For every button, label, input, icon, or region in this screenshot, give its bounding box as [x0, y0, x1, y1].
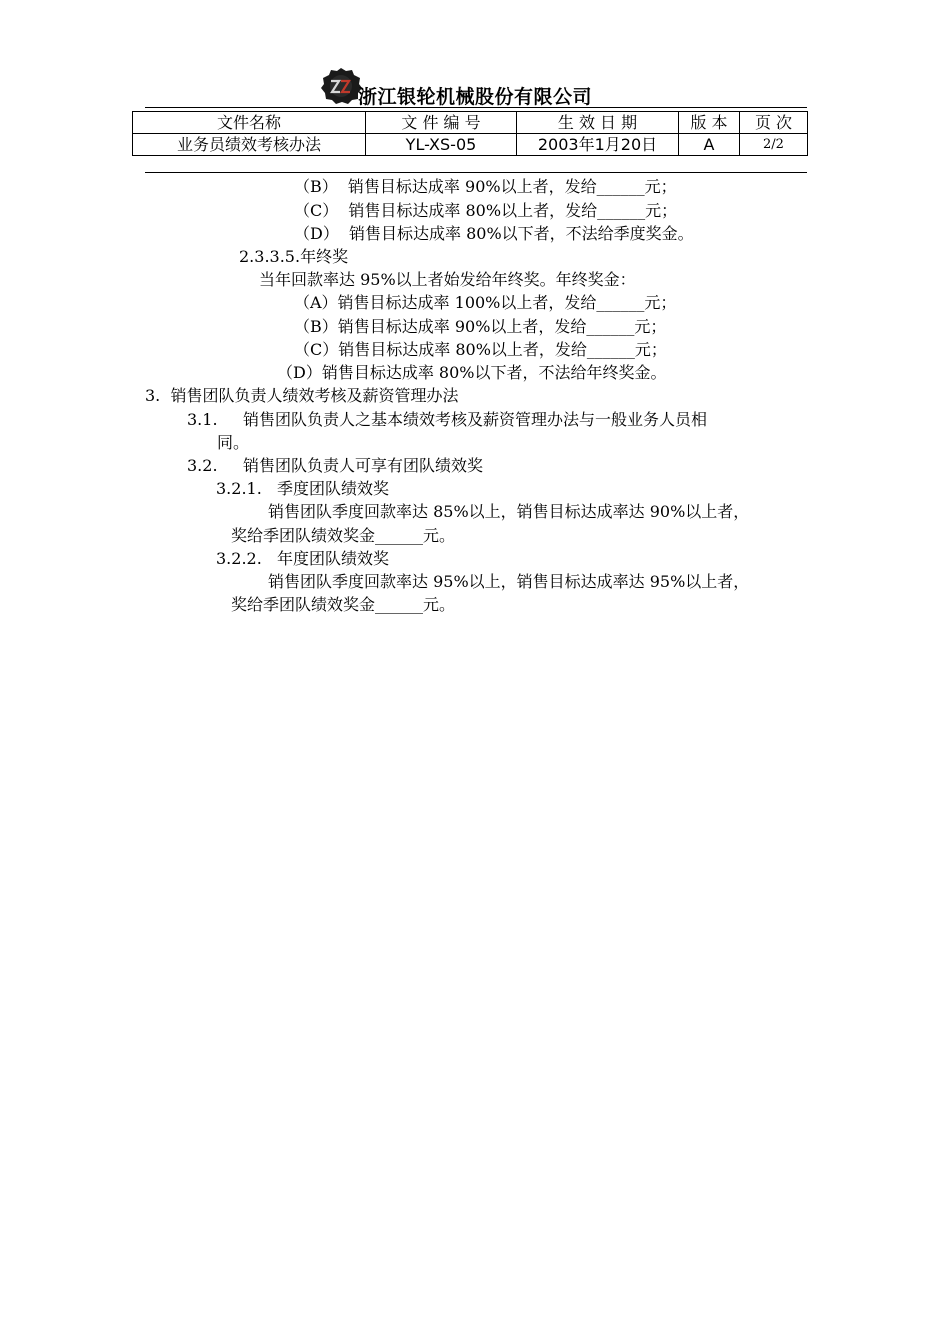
- text-line: 奖给季团队绩效奖金______元。: [231, 526, 456, 545]
- company-name: 浙江银轮机械股份有限公司: [357, 86, 592, 108]
- text-line: 销售团队季度回款率达 85%以上，销售目标达成率达 90%以上者，: [268, 502, 750, 521]
- label-page: 页 次: [740, 112, 808, 134]
- label-version: 版 本: [679, 112, 740, 134]
- value-version: A: [679, 134, 740, 156]
- section-heading: 3.2. 销售团队负责人可享有团队绩效奖: [187, 456, 483, 475]
- text-line: （B） 销售目标达成率 90%以上者，发给______元；: [294, 177, 677, 196]
- text-line: 销售团队季度回款率达 95%以上，销售目标达成率达 95%以上者，: [268, 572, 750, 591]
- text-line: （D） 销售目标达成率 80%以下者，不法给季度奖金。: [294, 224, 694, 243]
- header-bottom-rule: [145, 172, 807, 173]
- section-heading: 2.3.3.5.年终奖: [239, 247, 349, 266]
- text-line: 奖给季团队绩效奖金______元。: [231, 595, 456, 614]
- label-file-code: 文 件 编 号: [366, 112, 517, 134]
- text-line: （C）销售目标达成率 80%以上者，发给______元；: [294, 340, 667, 359]
- section-heading: 3.2.2. 年度团队绩效奖: [216, 549, 390, 568]
- value-file-name: 业务员绩效考核办法: [133, 134, 366, 156]
- value-file-code: YL-XS-05: [366, 134, 517, 156]
- section-heading: 3. 销售团队负责人绩效考核及薪资管理办法: [145, 386, 459, 405]
- text-line: （D）销售目标达成率 80%以下者，不法给年终奖金。: [277, 363, 667, 382]
- text-line: 3.1. 销售团队负责人之基本绩效考核及薪资管理办法与一般业务人员相: [187, 410, 707, 429]
- value-page: 2/2: [740, 134, 808, 156]
- header-value-row: [133, 134, 808, 156]
- header-label-row: [133, 112, 808, 134]
- text-line: 当年回款率达 95%以上者始发给年终奖。年终奖金：: [259, 270, 636, 289]
- text-line: （C） 销售目标达成率 80%以上者，发给______元；: [294, 201, 678, 220]
- text-line: （A）销售目标达成率 100%以上者，发给______元；: [294, 293, 677, 312]
- value-effective-date: 2003年1月20日: [517, 134, 679, 156]
- section-heading: 3.2.1. 季度团队绩效奖: [216, 479, 390, 498]
- header-top-rule: [145, 107, 807, 108]
- text-line: 同。: [217, 433, 250, 452]
- label-file-name: 文件名称: [133, 112, 366, 134]
- document-header-table: [132, 111, 808, 156]
- text-line: （B）销售目标达成率 90%以上者，发给______元；: [294, 317, 667, 336]
- label-effective-date: 生 效 日 期: [517, 112, 679, 134]
